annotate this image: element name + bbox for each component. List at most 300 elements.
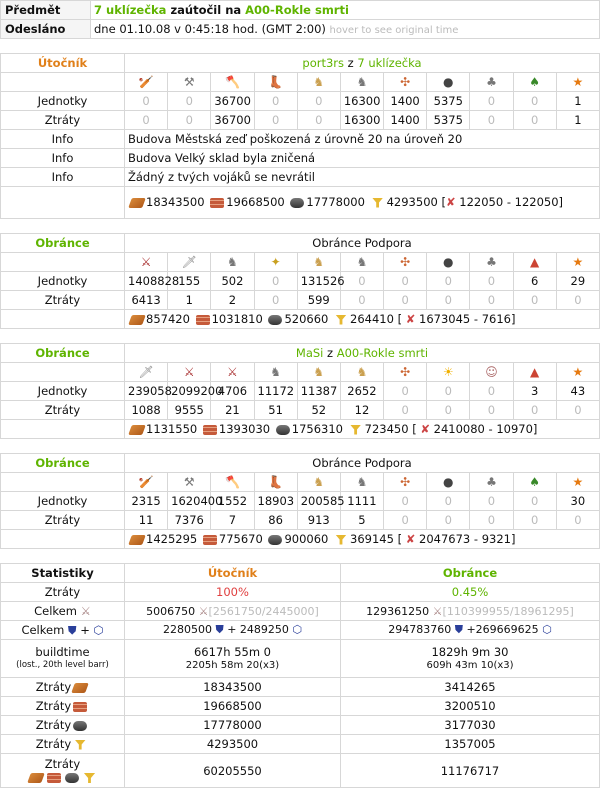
sun-icon: ☀ (427, 363, 470, 382)
settler-icon: ♠ (513, 73, 556, 92)
ram-icon: ✣ (384, 473, 427, 492)
stats-total2-label-cell (1, 621, 125, 640)
hat-icon: ▲ (513, 363, 556, 382)
units-label: Jednotky (1, 492, 125, 511)
hover-hint[interactable]: hover to see original time (329, 25, 459, 36)
unit-count-cell: 51 (254, 401, 297, 420)
subject-label: Předmět (1, 1, 91, 20)
unit-count-cell: 6413 (125, 291, 168, 310)
unit-count-cell: 0 (427, 382, 470, 401)
unit-count-cell: 0 (513, 291, 556, 310)
bounty-wood: 18343500 (146, 195, 205, 209)
ram-icon: ✣ (384, 73, 427, 92)
bounty-clay: 775670 (218, 532, 263, 546)
target-village-link[interactable]: A00-Rokle smrti (245, 3, 349, 17)
res-loss-att: 19668500 (125, 697, 341, 716)
defender1-table (0, 233, 600, 329)
sent-datetime: dne 01.10.08 v 0:45:18 hod. (GMT 2:00) (94, 22, 326, 36)
defender3-losses-row (1, 511, 600, 530)
stats-total2-def (341, 621, 600, 640)
bounty-bracket: [ (397, 312, 406, 326)
unit-count-cell: 0 (470, 111, 513, 130)
unit-count-cell: 0 (125, 111, 168, 130)
defender1-unit-icons (1, 253, 600, 272)
hero-icon: ★ (556, 73, 599, 92)
unit-count-cell: 1 (556, 111, 599, 130)
total-att-value: 5006750 (146, 604, 196, 618)
unit-count-cell: 6 (513, 272, 556, 291)
shield-o-icon: ⬡ (93, 622, 104, 637)
iron-icon (73, 721, 87, 731)
loss-label: Ztráty (35, 699, 72, 713)
unit-count-cell: 0 (470, 272, 513, 291)
build-def (341, 640, 600, 678)
bounty-wood: 857420 (146, 312, 190, 326)
unit-count-cell: 0 (513, 511, 556, 530)
defender3-bounty (125, 530, 600, 549)
empty-cell (1, 363, 125, 382)
unit-count-cell: 0 (427, 492, 470, 511)
crop-icon (349, 425, 363, 435)
unit-count-cell: 1620400 (168, 492, 211, 511)
loss-label: Ztráty (35, 718, 72, 732)
unit-count-cell: 1400 (384, 92, 427, 111)
attacker-unit-icons (1, 73, 600, 92)
chief-icon: ♣ (470, 473, 513, 492)
total-att-extra: [2561750/2445000] (208, 604, 319, 618)
unit-count-cell: 1 (168, 291, 211, 310)
iron-icon (65, 773, 79, 783)
attacker-losses-row (1, 111, 600, 130)
stats-total-label: Celkem (34, 604, 77, 618)
clay-icon (203, 425, 217, 435)
unit-count-cell: 29 (556, 272, 599, 291)
empty-cell (1, 310, 125, 329)
clay-icon (196, 315, 210, 325)
iron-icon (268, 315, 282, 325)
magic-icon: ✦ (254, 253, 297, 272)
horse2-icon: ♞ (340, 73, 383, 92)
unit-count-cell: 5 (340, 511, 383, 530)
bounty-crop: 723450 (364, 422, 409, 436)
battleaxe-icon: 🪓 (211, 473, 254, 492)
sent-label: Odesláno (1, 20, 91, 39)
unit-count-cell: 86 (254, 511, 297, 530)
info-text: Budova Městská zeď poškozená z úrovně 20 na úroveň 20 (125, 130, 600, 149)
man-icon: ☺ (470, 363, 513, 382)
sum-def: 11176717 (341, 754, 600, 788)
iron-icon (290, 198, 304, 208)
bounty-hero: 122050 - 122050] (459, 195, 564, 209)
horse-icon: ♞ (297, 473, 340, 492)
spear-icon: ⚔ (125, 253, 168, 272)
sword-icon: 🗡 (168, 253, 211, 272)
unit-count-cell: 0 (513, 111, 556, 130)
unit-count-cell: 5375 (427, 92, 470, 111)
crop-icon (334, 535, 348, 545)
unit-count-cell: 1552 (211, 492, 254, 511)
stats-title: Statistiky (1, 564, 125, 583)
crop-icon (83, 773, 97, 783)
catapult-icon: ● (427, 473, 470, 492)
wood-icon (128, 198, 146, 208)
hero-icon: ✘ (405, 312, 416, 326)
unit-count-cell: 5375 (427, 111, 470, 130)
bounty-clay: 1393030 (218, 422, 271, 436)
build-label-cell (1, 640, 125, 678)
unit-count-cell: 0 (470, 401, 513, 420)
unit-count-cell: 0 (168, 92, 211, 111)
stats-losses-label: Ztráty (1, 583, 125, 602)
defender1-units-row (1, 272, 600, 291)
unit-count-cell: 0 (254, 272, 297, 291)
unit-count-cell: 1 (556, 92, 599, 111)
stats-total-label-cell (1, 602, 125, 621)
subject-mid: zaútočil na (166, 3, 246, 17)
hat-icon: ▲ (513, 253, 556, 272)
res-loss-def: 1357005 (341, 735, 600, 754)
bounty-crop: 369145 (350, 532, 394, 546)
unit-count-cell: 0 (384, 382, 427, 401)
total-def-value: 129361250 (366, 604, 430, 618)
attacker-player-link[interactable]: port3rs (302, 56, 344, 70)
defender1-role: Obránce (1, 234, 125, 253)
settler-icon: ♠ (513, 473, 556, 492)
empty-cell (1, 420, 125, 439)
sword-icon: 🗡 (125, 363, 168, 382)
shield-o-icon: ⬡ (292, 623, 303, 636)
unit-count-cell: 0 (513, 92, 556, 111)
unit-count-cell: 0 (470, 92, 513, 111)
losses-label: Ztráty (1, 511, 125, 530)
statistics-table (0, 563, 600, 788)
defender2-role: Obránce (1, 344, 125, 363)
res-loss-att: 4293500 (125, 735, 341, 754)
unit-count-cell: 155 (168, 272, 211, 291)
crop-icon (73, 740, 87, 750)
stats-total2-label: Celkem (21, 622, 65, 637)
club-icon: 🏏 (125, 473, 168, 492)
unit-count-cell: 2652 (340, 382, 383, 401)
bounty-clay: 19668500 (226, 195, 285, 209)
unit-count-cell: 11387 (297, 382, 340, 401)
info-text: Žádný z tvých vojáků se nevrátil (125, 168, 600, 187)
unit-count-cell: 0 (384, 401, 427, 420)
catapult-icon: ● (427, 73, 470, 92)
horse2-icon: ♞ (340, 473, 383, 492)
build-def-1: 1829h 9m 30 (431, 644, 509, 659)
res-loss-att: 18343500 (125, 678, 341, 697)
res-loss-def: 3200510 (341, 697, 600, 716)
unit-count-cell: 18903 (254, 492, 297, 511)
wood-icon (27, 773, 45, 783)
wood-icon (71, 683, 89, 693)
unit-count-cell: 3 (513, 382, 556, 401)
unit-count-cell: 0 (513, 492, 556, 511)
sum-label-cell (1, 754, 125, 788)
defender2-losses-row (1, 401, 600, 420)
defender2-player-link[interactable]: MaSi (295, 346, 324, 360)
stats-total-def (341, 602, 600, 621)
boot-icon: 👢 (254, 73, 297, 92)
report-header (0, 0, 600, 39)
unit-count-cell: 0 (340, 272, 383, 291)
unit-count-cell: 0 (168, 111, 211, 130)
swords-icon: ⚔ (198, 604, 209, 618)
total2-att-b: + 2489250 (227, 623, 289, 636)
axe-icon: ⚒ (168, 73, 211, 92)
unit-count-cell: 7 (211, 511, 254, 530)
res-loss-label (1, 716, 125, 735)
battleaxe-icon: 🪓 (211, 73, 254, 92)
units-label: Jednotky (1, 92, 125, 111)
unit-count-cell: 11 (125, 511, 168, 530)
unit-count-cell: 12 (340, 401, 383, 420)
hero-icon: ★ (556, 253, 599, 272)
shield-icon: ⛊ (454, 623, 463, 636)
unit-count-cell: 131526 (297, 272, 340, 291)
unit-count-cell: 200585 (297, 492, 340, 511)
unit-count-cell: 0 (470, 492, 513, 511)
bounty-iron: 1756310 (291, 422, 343, 436)
bounty-iron: 900060 (284, 532, 329, 546)
spear-icon: ⚔ (211, 363, 254, 382)
unit-count-cell: 0 (384, 511, 427, 530)
defender2-village-link[interactable]: A00-Rokle smrti (336, 346, 429, 360)
bounty-range: 1673045 - 7616] (419, 312, 516, 326)
horse-icon: ♞ (297, 73, 340, 92)
stats-total-att (125, 602, 341, 621)
wood-icon (128, 425, 146, 435)
info-label: Info (1, 168, 125, 187)
unit-count-cell: 0 (556, 511, 599, 530)
horse2-icon: ♞ (211, 253, 254, 272)
attacker-name (125, 54, 600, 73)
unit-count-cell: 0 (254, 92, 297, 111)
defender3-unit-icons (1, 473, 600, 492)
defender2-bounty (125, 420, 600, 439)
unit-count-cell: 1400 (384, 111, 427, 130)
clay-icon (210, 198, 224, 208)
empty-cell (1, 253, 125, 272)
build-att (125, 640, 341, 678)
build-att-2: 2205h 58m 20(x3) (185, 659, 280, 671)
hero-icon: ✘ (420, 422, 430, 436)
unit-count-cell: 1111 (340, 492, 383, 511)
unit-count-cell: 9555 (168, 401, 211, 420)
defender1-title: Obránce Podpora (125, 234, 600, 253)
info-label: Info (1, 149, 125, 168)
horse-icon: ♞ (297, 253, 340, 272)
wood-icon (128, 535, 146, 545)
defender2-unit-icons (1, 363, 600, 382)
unit-count-cell: 599 (297, 291, 340, 310)
unit-count-cell: 0 (556, 291, 599, 310)
boot-icon: 👢 (254, 473, 297, 492)
hero-icon: ✘ (445, 195, 456, 209)
wood-icon (128, 315, 146, 325)
unit-count-cell: 0 (513, 401, 556, 420)
horse-icon: ♞ (340, 363, 383, 382)
unit-count-cell: 502 (211, 272, 254, 291)
build-def-2: 609h 43m 10(x3) (426, 659, 514, 671)
bounty-crop: 4293500 (386, 195, 438, 209)
unit-count-cell: 0 (427, 291, 470, 310)
unit-count-cell: 239058 (125, 382, 168, 401)
horse2-icon: ♞ (254, 363, 297, 382)
unit-count-cell: 0 (427, 272, 470, 291)
club-icon: 🏏 (125, 73, 168, 92)
unit-count-cell: 36700 (211, 92, 254, 111)
defender2-units-row (1, 382, 600, 401)
losses-label: Ztráty (1, 111, 125, 130)
unit-count-cell: 36700 (211, 111, 254, 130)
horse2-icon: ♞ (340, 253, 383, 272)
bounty-range: 2410080 - 10970] (433, 422, 538, 436)
defender1-losses-row (1, 291, 600, 310)
shield-icon: ⛊ (215, 623, 224, 636)
crop-icon (334, 315, 348, 325)
res-loss-att: 17778000 (125, 716, 341, 735)
unit-count-cell: 1408828 (125, 272, 168, 291)
bounty-wood: 1425295 (146, 532, 198, 546)
spear-icon: ⚔ (168, 363, 211, 382)
loss-label: Ztráty (35, 737, 72, 751)
unit-count-cell: 0 (297, 92, 340, 111)
bounty-clay: 1031810 (211, 312, 263, 326)
info-text: Budova Velký sklad byla zničená (125, 149, 600, 168)
sum-label: Ztráty (44, 756, 81, 771)
info-label: Info (1, 130, 125, 149)
bounty-bracket: [ (441, 195, 446, 209)
hero-icon: ★ (556, 473, 599, 492)
defender3-table (0, 453, 600, 549)
loss-label: Ztráty (35, 680, 72, 694)
attacker-mid: z (344, 56, 358, 70)
bounty-iron: 520660 (284, 312, 329, 326)
unit-count-cell: 43 (556, 382, 599, 401)
total2-def-a: 294783760 (388, 623, 452, 636)
unit-count-cell: 0 (297, 111, 340, 130)
plus: + (80, 622, 90, 637)
defender1-bounty (125, 310, 600, 329)
catapult-icon: ● (427, 253, 470, 272)
sent-value (91, 20, 600, 39)
ram-icon: ✣ (384, 363, 427, 382)
unit-count-cell: 0 (470, 511, 513, 530)
swords-icon: ⚔ (80, 604, 91, 618)
stats-col-defender: Obránce (341, 564, 600, 583)
unit-count-cell: 0 (384, 272, 427, 291)
bounty-crop: 264410 (350, 312, 394, 326)
unit-count-cell: 0 (125, 92, 168, 111)
crop-icon (371, 198, 385, 208)
defender2-mid: z (323, 346, 337, 360)
empty-cell (1, 73, 125, 92)
shield-o-icon: ⬡ (542, 623, 552, 636)
unit-count-cell: 0 (556, 401, 599, 420)
stats-col-attacker: Útočník (125, 564, 341, 583)
clay-icon (203, 535, 217, 545)
horse-icon: ♞ (297, 363, 340, 382)
chief-icon: ♣ (470, 73, 513, 92)
empty-cell (1, 473, 125, 492)
unit-count-cell: 0 (427, 401, 470, 420)
total2-att-a: 2280500 (162, 623, 212, 636)
attacker-village-link2[interactable]: 7 uklízečka (357, 56, 422, 70)
defender3-role: Obránce (1, 454, 125, 473)
unit-count-cell: 2099200 (168, 382, 211, 401)
axe-icon: ⚒ (168, 473, 211, 492)
attacker-bounty (125, 187, 600, 219)
defender2-table (0, 343, 600, 439)
unit-count-cell: 21 (211, 401, 254, 420)
unit-count-cell: 30 (556, 492, 599, 511)
iron-icon (268, 535, 282, 545)
attacker-village-link[interactable]: 7 uklízečka (94, 3, 167, 17)
hero-icon: ★ (556, 363, 599, 382)
attacker-role: Útočník (1, 54, 125, 73)
res-loss-label (1, 735, 125, 754)
unit-count-cell: 7376 (168, 511, 211, 530)
clay-icon (47, 773, 61, 783)
unit-count-cell: 0 (254, 111, 297, 130)
unit-count-cell: 52 (297, 401, 340, 420)
attacker-units-row (1, 92, 600, 111)
losses-label: Ztráty (1, 291, 125, 310)
bounty-iron: 17778000 (306, 195, 365, 209)
res-loss-def: 3414265 (341, 678, 600, 697)
stats-losses-att: 100% (125, 583, 341, 602)
unit-count-cell: 0 (470, 291, 513, 310)
sum-att: 60205550 (125, 754, 341, 788)
total2-def-b: +269669625 (466, 623, 539, 636)
unit-count-cell: 0 (470, 382, 513, 401)
unit-count-cell: 2 (211, 291, 254, 310)
stats-losses-def: 0.45% (341, 583, 600, 602)
empty-cell (1, 530, 125, 549)
swords-icon: ⚔ (432, 604, 443, 618)
unit-count-cell: 0 (254, 291, 297, 310)
bounty-bracket: [ (412, 422, 421, 436)
empty-cell (1, 187, 125, 219)
res-loss-label (1, 697, 125, 716)
clay-icon (73, 702, 87, 712)
bounty-range: 2047673 - 9321] (419, 532, 516, 546)
losses-label: Ztráty (1, 401, 125, 420)
unit-count-cell: 1088 (125, 401, 168, 420)
unit-count-cell: 4706 (211, 382, 254, 401)
unit-count-cell: 0 (427, 511, 470, 530)
bounty-wood: 1131550 (146, 422, 198, 436)
units-label: Jednotky (1, 272, 125, 291)
chief-icon: ♣ (470, 253, 513, 272)
defender3-title: Obránce Podpora (125, 454, 600, 473)
unit-count-cell: 0 (340, 291, 383, 310)
ram-icon: ✣ (384, 253, 427, 272)
unit-count-cell: 2315 (125, 492, 168, 511)
res-loss-def: 3177030 (341, 716, 600, 735)
subject-value (91, 1, 600, 20)
shield-icon: ⛊ (67, 622, 77, 637)
unit-count-cell: 16300 (340, 92, 383, 111)
iron-icon (276, 425, 290, 435)
stats-total2-att (125, 621, 341, 640)
res-loss-label (1, 678, 125, 697)
unit-count-cell: 913 (297, 511, 340, 530)
build-att-1: 6617h 55m 0 (193, 644, 272, 659)
hero-icon: ✘ (405, 532, 416, 546)
